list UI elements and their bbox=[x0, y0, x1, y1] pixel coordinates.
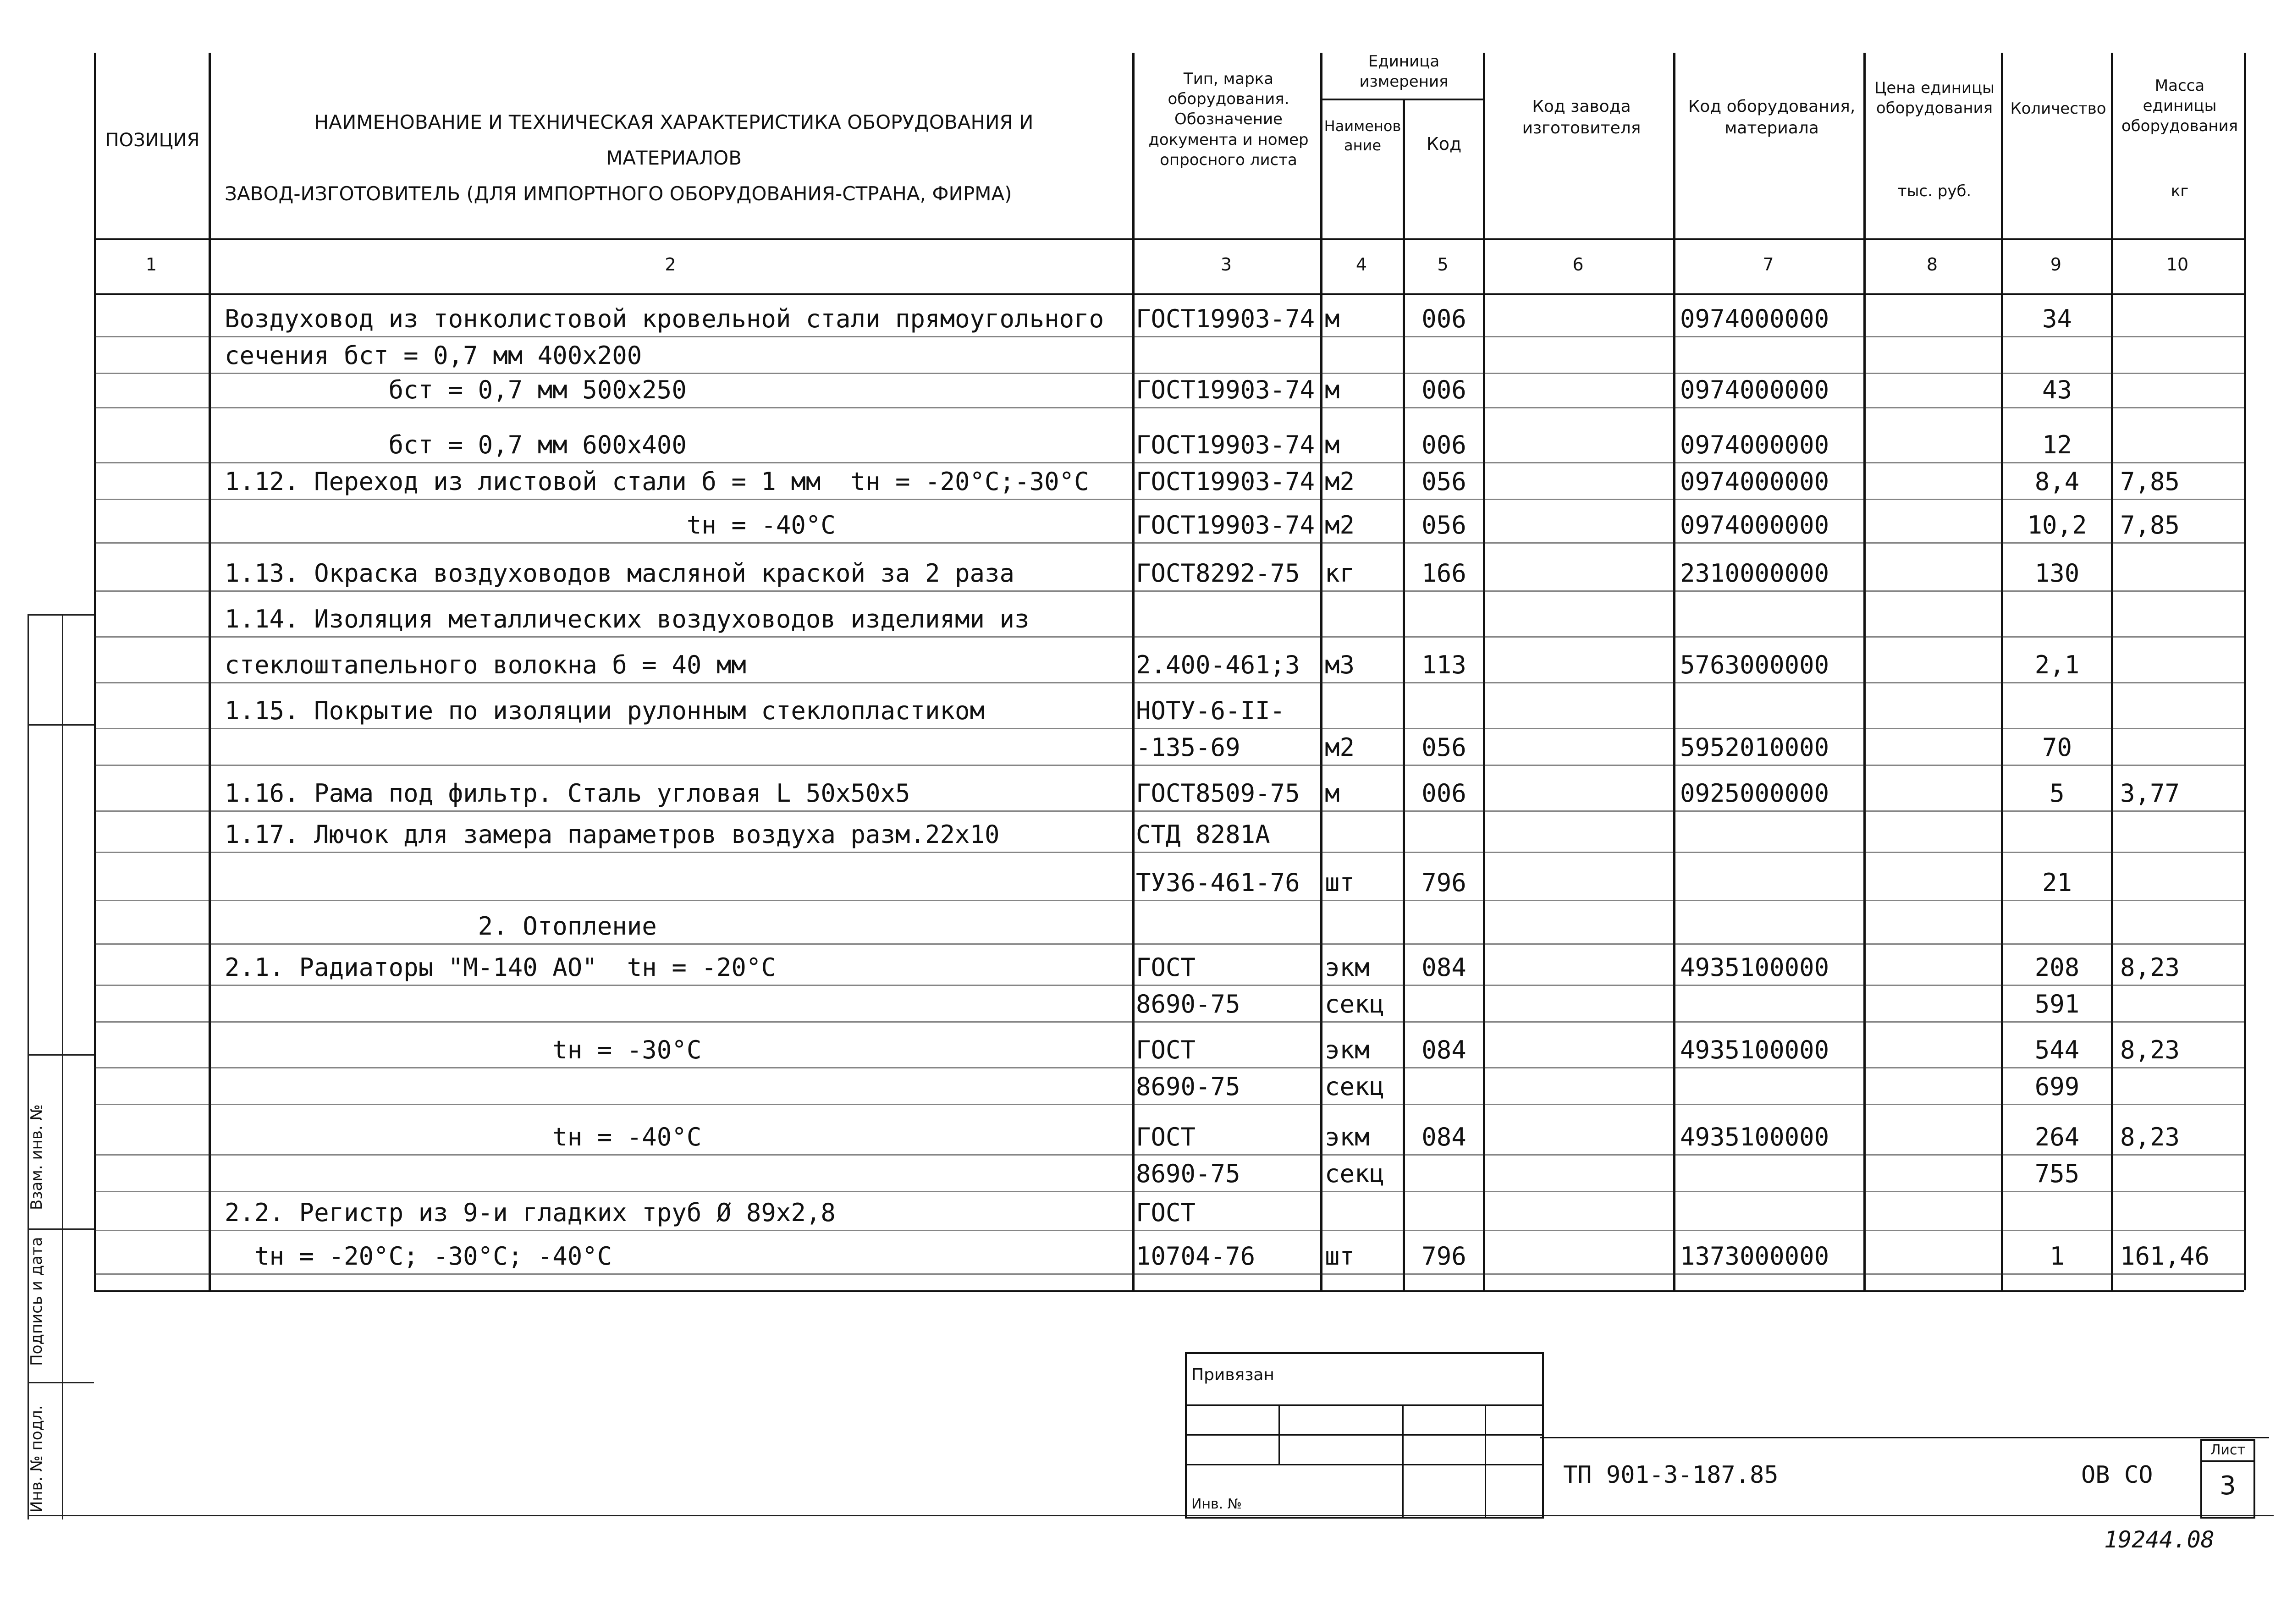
row-separator bbox=[94, 1230, 2244, 1231]
row-11-name: 1.16. Рама под фильтр. Сталь угловая L 50х50х5 bbox=[225, 779, 910, 808]
margin-tick-1 bbox=[28, 614, 94, 616]
row-13-code: 796 bbox=[1421, 868, 1466, 897]
row-5-type: ГОСТ19903-74 bbox=[1136, 511, 1315, 539]
header-type: Тип, марка оборудования. Обозначение документа и номер опросного листа bbox=[1148, 70, 1309, 169]
row-10-code: 056 bbox=[1421, 733, 1466, 762]
row-13-type: ТУ36-461-76 bbox=[1136, 868, 1300, 897]
row-10-unit: м2 bbox=[1325, 733, 1355, 762]
row-6-name: 1.13. Окраска воздуховодов масляной краской за 2 раза bbox=[225, 559, 1015, 588]
row-separator bbox=[94, 1067, 2244, 1068]
row-16-qty: 591 bbox=[2034, 990, 2080, 1018]
row-2-mat: 0974000000 bbox=[1680, 375, 1829, 404]
row-8-mat: 5763000000 bbox=[1680, 650, 1829, 679]
row-17-type: ГОСТ bbox=[1136, 1035, 1196, 1064]
row-4-mat: 0974000000 bbox=[1680, 467, 1829, 496]
row-13-unit: шт bbox=[1325, 868, 1355, 897]
row-separator bbox=[94, 943, 2244, 945]
row-22-code: 796 bbox=[1421, 1242, 1466, 1271]
row-separator bbox=[94, 542, 2244, 544]
section-code: ОВ СО bbox=[2081, 1461, 2153, 1489]
row-9-type: НОТУ-6-II- bbox=[1136, 696, 1285, 725]
header-mass: Масса единицы оборудования bbox=[2121, 77, 2238, 136]
row-separator bbox=[94, 1273, 2244, 1275]
inventory-number-label: Инв. № bbox=[1191, 1496, 1242, 1512]
header-name-line1: НАИМЕНОВАНИЕ И ТЕХНИЧЕСКАЯ ХАРАКТЕРИСТИКА ОБОРУДОВАНИЯ И bbox=[314, 111, 1034, 133]
row-10-mat: 5952010000 bbox=[1680, 733, 1829, 762]
row-4-code: 056 bbox=[1421, 467, 1466, 496]
row-16-unit: секц bbox=[1325, 990, 1385, 1018]
row-3-mat: 0974000000 bbox=[1680, 430, 1829, 459]
row-22-unit: шт bbox=[1325, 1242, 1355, 1271]
colnum-10: 10 bbox=[2166, 254, 2189, 275]
colnum-6: 6 bbox=[1572, 254, 1584, 275]
archive-number: 19244.08 bbox=[2104, 1526, 2215, 1553]
header-name-line2: МАТЕРИАЛОВ bbox=[606, 147, 742, 169]
row-4-qty: 8,4 bbox=[2034, 467, 2080, 496]
sheet-box bbox=[2200, 1439, 2255, 1519]
header-unit-name: Наименование bbox=[1324, 117, 1401, 154]
row-0-unit: м bbox=[1325, 304, 1340, 333]
header-quantity: Количество bbox=[2010, 99, 2106, 118]
row-19-unit: экм bbox=[1325, 1123, 1370, 1151]
row-separator bbox=[94, 407, 2244, 408]
row-19-type: ГОСТ bbox=[1136, 1123, 1196, 1151]
binding-label: Привязан bbox=[1191, 1365, 1274, 1384]
row-9-name: 1.15. Покрытие по изоляции рулонным стеклопластиком bbox=[225, 696, 985, 725]
row-separator bbox=[94, 728, 2244, 729]
row-0-code: 006 bbox=[1421, 304, 1466, 333]
row-3-qty: 12 bbox=[2042, 430, 2072, 459]
row-8-type: 2.400-461;3 bbox=[1136, 650, 1300, 679]
row-17-mass: 8,23 bbox=[2120, 1035, 2180, 1064]
row-separator bbox=[94, 336, 2244, 337]
row-15-unit: экм bbox=[1325, 953, 1370, 982]
row-0-mat: 0974000000 bbox=[1680, 304, 1829, 333]
row-3-code: 006 bbox=[1421, 430, 1466, 459]
unit-group-line bbox=[1320, 99, 1483, 100]
row-15-mass: 8,23 bbox=[2120, 953, 2180, 982]
row-20-qty: 755 bbox=[2034, 1159, 2080, 1188]
sheet-label: Лист bbox=[2210, 1442, 2246, 1458]
row-18-qty: 699 bbox=[2034, 1072, 2080, 1101]
row-10-type: -135-69 bbox=[1136, 733, 1240, 762]
row-2-name: бст = 0,7 мм 500х250 bbox=[225, 375, 687, 404]
row-17-code: 084 bbox=[1421, 1035, 1466, 1064]
row-17-qty: 544 bbox=[2034, 1035, 2080, 1064]
row-5-unit: м2 bbox=[1325, 511, 1355, 539]
header-name-line3: ЗАВОД-ИЗГОТОВИТЕЛЬ (ДЛЯ ИМПОРТНОГО ОБОРУДОВАНИЯ-СТРАНА, ФИРМА) bbox=[225, 182, 1012, 205]
row-separator bbox=[94, 852, 2244, 853]
header-bottom-line bbox=[94, 238, 2244, 240]
row-17-mat: 4935100000 bbox=[1680, 1035, 1829, 1064]
row-5-mat: 0974000000 bbox=[1680, 511, 1829, 539]
row-5-code: 056 bbox=[1421, 511, 1466, 539]
row-separator bbox=[94, 1154, 2244, 1156]
header-unit-code: Код bbox=[1426, 134, 1462, 154]
row-8-qty: 2,1 bbox=[2034, 650, 2080, 679]
row-19-mat: 4935100000 bbox=[1680, 1123, 1829, 1151]
row-11-mass: 3,77 bbox=[2120, 779, 2180, 808]
row-15-type: ГОСТ bbox=[1136, 953, 1196, 982]
row-11-qty: 5 bbox=[2050, 779, 2065, 808]
header-factory-code: Код завода изготовителя bbox=[1522, 97, 1641, 138]
row-11-code: 006 bbox=[1421, 779, 1466, 808]
row-19-qty: 264 bbox=[2034, 1123, 2080, 1151]
row-22-mat: 1373000000 bbox=[1680, 1242, 1829, 1271]
row-10-qty: 70 bbox=[2042, 733, 2072, 762]
row-12-name: 1.17. Лючок для замера параметров воздуха разм.22х10 bbox=[225, 820, 1000, 849]
margin-line-outer bbox=[28, 614, 29, 1519]
row-0-name: Воздуховод из тонколистовой кровельной стали прямоугольного bbox=[225, 304, 1104, 333]
col-divider-4 bbox=[1403, 99, 1405, 1290]
margin-label-inv: Инв. № подл. bbox=[28, 1405, 46, 1513]
margin-tick-5 bbox=[28, 1382, 94, 1383]
row-17-unit: экм bbox=[1325, 1035, 1370, 1064]
row-1-name: сечения бст = 0,7 мм 400х200 bbox=[225, 341, 642, 370]
colnum-9: 9 bbox=[2050, 254, 2062, 275]
row-5-name: tн = -40°С bbox=[225, 511, 836, 539]
colnum-bottom-line bbox=[94, 293, 2244, 295]
row-5-mass: 7,85 bbox=[2120, 511, 2180, 539]
row-18-type: 8690-75 bbox=[1136, 1072, 1240, 1101]
row-21-type: ГОСТ bbox=[1136, 1198, 1196, 1227]
row-15-code: 084 bbox=[1421, 953, 1466, 982]
row-separator bbox=[94, 462, 2244, 463]
margin-tick-4 bbox=[28, 1228, 94, 1230]
row-11-unit: м bbox=[1325, 779, 1340, 808]
row-6-mat: 2310000000 bbox=[1680, 559, 1829, 588]
row-13-qty: 21 bbox=[2042, 868, 2072, 897]
colnum-5: 5 bbox=[1437, 254, 1449, 275]
row-20-type: 8690-75 bbox=[1136, 1159, 1240, 1188]
row-2-qty: 43 bbox=[2042, 375, 2072, 404]
row-15-mat: 4935100000 bbox=[1680, 953, 1829, 982]
colnum-8: 8 bbox=[1926, 254, 1938, 275]
row-16-type: 8690-75 bbox=[1136, 990, 1240, 1018]
title-block bbox=[1540, 1437, 2269, 1516]
header-material-code: Код оборудования, материала bbox=[1688, 97, 1856, 138]
header-price: Цена единицы оборудования bbox=[1874, 79, 1995, 118]
row-separator bbox=[94, 682, 2244, 683]
row-separator bbox=[94, 985, 2244, 986]
document-code: ТП 901-3-187.85 bbox=[1563, 1461, 1779, 1489]
row-22-type: 10704-76 bbox=[1136, 1242, 1256, 1271]
row-19-code: 084 bbox=[1421, 1123, 1466, 1151]
row-11-type: ГОСТ8509-75 bbox=[1136, 779, 1300, 808]
row-19-name: tн = -40°С bbox=[225, 1123, 702, 1151]
row-6-qty: 130 bbox=[2034, 559, 2080, 588]
row-separator bbox=[94, 810, 2244, 812]
row-3-unit: м bbox=[1325, 430, 1340, 459]
row-separator bbox=[94, 1021, 2244, 1023]
header-price-units: тыс. руб. bbox=[1897, 182, 1972, 200]
row-4-type: ГОСТ19903-74 bbox=[1136, 467, 1315, 496]
row-4-mass: 7,85 bbox=[2120, 467, 2180, 496]
row-2-unit: м bbox=[1325, 375, 1340, 404]
row-4-name: 1.12. Переход из листовой стали б = 1 мм tн = -20°С;-30°С bbox=[225, 467, 1089, 496]
row-6-code: 166 bbox=[1421, 559, 1466, 588]
margin-label-signature: Подпись и дата bbox=[28, 1237, 46, 1366]
table-bottom-line bbox=[94, 1290, 2244, 1292]
row-4-unit: м2 bbox=[1325, 467, 1355, 496]
row-22-name: tн = -20°С; -30°С; -40°С bbox=[225, 1242, 612, 1271]
binding-stamp bbox=[1185, 1352, 1544, 1519]
row-separator bbox=[94, 636, 2244, 638]
row-2-code: 006 bbox=[1421, 375, 1466, 404]
table-right-border bbox=[2244, 53, 2246, 1290]
sheet-number: 3 bbox=[2220, 1471, 2236, 1501]
row-2-type: ГОСТ19903-74 bbox=[1136, 375, 1315, 404]
row-21-name: 2.2. Регистр из 9-и гладких труб Ø 89х2,8 bbox=[225, 1198, 836, 1227]
margin-label-replace: Взам. инв. № bbox=[28, 1104, 46, 1210]
header-position: ПОЗИЦИЯ bbox=[105, 130, 200, 151]
row-8-code: 113 bbox=[1421, 650, 1466, 679]
row-8-name: стеклоштапельного волокна б = 40 мм bbox=[225, 650, 746, 679]
row-17-name: tн = -30°С bbox=[225, 1035, 702, 1064]
row-18-unit: секц bbox=[1325, 1072, 1385, 1101]
row-separator bbox=[94, 1191, 2244, 1192]
row-0-qty: 34 bbox=[2042, 304, 2072, 333]
margin-line-inner bbox=[62, 614, 63, 1519]
row-separator bbox=[94, 499, 2244, 500]
row-3-name: бст = 0,7 мм 600х400 bbox=[225, 430, 687, 459]
row-14-name: 2. Отопление bbox=[225, 912, 657, 941]
row-3-type: ГОСТ19903-74 bbox=[1136, 430, 1315, 459]
row-7-name: 1.14. Изоляция металлических воздуховодов изделиями из bbox=[225, 605, 1030, 633]
row-0-type: ГОСТ19903-74 bbox=[1136, 304, 1315, 333]
row-19-mass: 8,23 bbox=[2120, 1123, 2180, 1151]
colnum-3: 3 bbox=[1220, 254, 1232, 275]
margin-tick-3 bbox=[28, 1054, 94, 1056]
row-15-qty: 208 bbox=[2034, 953, 2080, 982]
row-separator bbox=[94, 765, 2244, 766]
colnum-2: 2 bbox=[665, 254, 676, 275]
row-separator bbox=[94, 373, 2244, 374]
row-separator bbox=[94, 1104, 2244, 1105]
row-6-type: ГОСТ8292-75 bbox=[1136, 559, 1300, 588]
row-6-unit: кг bbox=[1325, 559, 1355, 588]
row-separator bbox=[94, 590, 2244, 592]
row-12-type: СТД 8281А bbox=[1136, 820, 1270, 849]
colnum-7: 7 bbox=[1763, 254, 1774, 275]
row-8-unit: м3 bbox=[1325, 650, 1355, 679]
row-20-unit: секц bbox=[1325, 1159, 1385, 1188]
colnum-1: 1 bbox=[145, 254, 157, 275]
row-5-qty: 10,2 bbox=[2027, 511, 2087, 539]
header-unit-group: Единица измерения bbox=[1359, 52, 1449, 91]
header-mass-units: кг bbox=[2171, 182, 2189, 200]
row-separator bbox=[94, 900, 2244, 901]
margin-tick-2 bbox=[28, 724, 94, 726]
colnum-4: 4 bbox=[1355, 254, 1367, 275]
row-22-mass: 161,46 bbox=[2120, 1242, 2210, 1271]
row-15-name: 2.1. Радиаторы "М-140 АО" tн = -20°С bbox=[225, 953, 776, 982]
row-11-mat: 0925000000 bbox=[1680, 779, 1829, 808]
row-22-qty: 1 bbox=[2050, 1242, 2065, 1271]
